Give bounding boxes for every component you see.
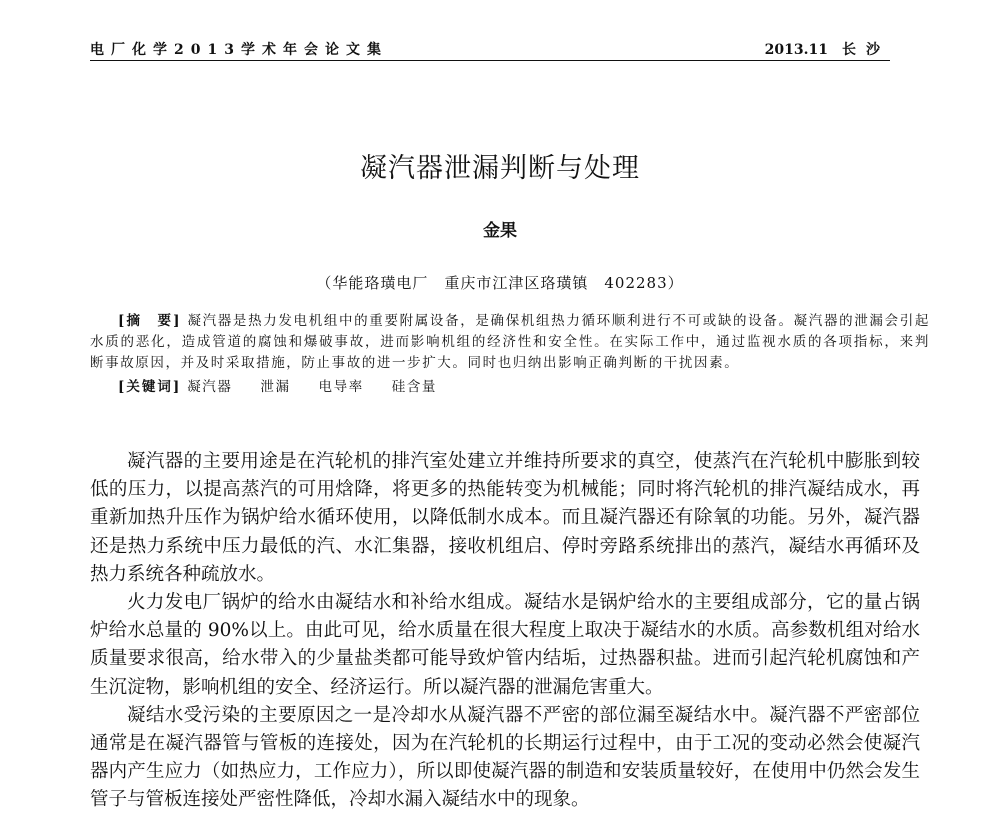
keyword: 硅含量 xyxy=(391,379,438,395)
running-header xyxy=(90,38,890,61)
keyword: 凝汽器 xyxy=(187,379,233,395)
keywords-label: [关键词] xyxy=(118,379,182,395)
abstract-section xyxy=(90,311,930,398)
body-paragraph: 凝汽器的主要用途是在汽轮机的排汽室处建立并维持所要求的真空，使蒸汽在汽轮机中膨胀到较低的压力，以提高蒸汽的可用焓降，将更多的热能转变为机械能；同时将汽轮机的排汽凝结成水，再重新加热升压作为锅炉给水循环使用，以降低制水成本。而且凝汽器还有除氧的功能。另外，凝汽器还是热力系统中压力最低的汽、水汇集器，接收机组启、停时旁路系统排出的蒸汽，凝结水再循环及热力系统各种疏放水。 xyxy=(90,451,920,585)
proceedings-title: 电厂化学2013学术年会论文集 xyxy=(90,42,388,58)
keywords xyxy=(90,377,930,398)
author-affiliation: （华能珞璜电厂 重庆市江津区珞璜镇 402283） xyxy=(316,274,684,292)
abstract xyxy=(90,311,930,374)
paper-author: 金果 xyxy=(483,221,517,241)
keyword: 电导率 xyxy=(318,379,364,395)
body-text xyxy=(90,448,920,815)
abstract-label: [摘 要] xyxy=(118,313,182,329)
paper-title: 凝汽器泄漏判断与处理 xyxy=(360,153,640,184)
keyword: 泄漏 xyxy=(260,379,291,395)
body-paragraph: 火力发电厂锅炉的给水由凝结水和补给水组成。凝结水是锅炉给水的主要组成部分，它的量占锅炉给水总量的 90%以上。由此可见，给水质量在很大程度上取决于凝结水的水质。高参数机组对给水质量要求很高，给水带入的少量盐类都可能导致炉管内结垢，过热器积盐。进而引起汽轮机腐蚀和产生沉淀物，影响机组的安全、经济运行。所以凝汽器的泄漏危害重大。 xyxy=(90,592,920,698)
body-paragraph: 凝结水受污染的主要原因之一是冷却水从凝汽器不严密的部位漏至凝结水中。凝汽器不严密部位通常是在凝汽器管与管板的连接处，因为在汽轮机的长期运行过程中，由于工况的变动必然会使凝汽器内产生应力（如热应力，工作应力），所以即使凝汽器的制造和安装质量较好，在使用中仍然会发生管子与管板连接处严密性降低，冷却水漏入凝结水中的现象。 xyxy=(90,704,920,811)
header-date-location xyxy=(765,39,890,60)
header-city: 长沙 xyxy=(842,42,890,58)
abstract-text: 凝汽器是热力发电机组中的重要附属设备，是确保机组热力循环顺利进行不可或缺的设备。凝汽器的泄漏会引起水质的恶化，造成管道的腐蚀和爆破事故，进而影响机组的经济性和安全性。在实际工作中，通过监视水质的各项指标，来判断事故原因，并及时采取措施，防止事故的进一步扩大。同时也归纳出影响正确判断的干扰因素。 xyxy=(90,313,930,371)
header-date: 2013.11 xyxy=(764,42,828,58)
